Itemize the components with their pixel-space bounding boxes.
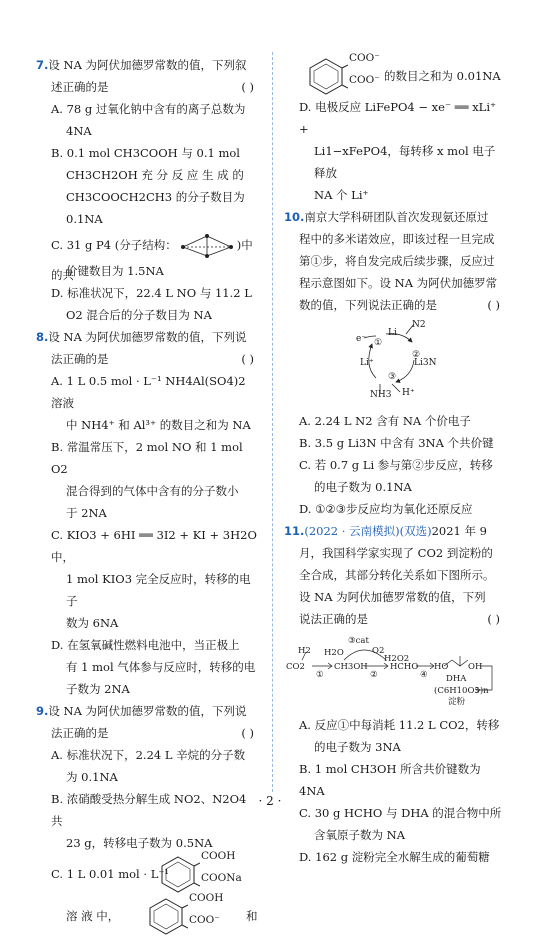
option-c: C. 30 g HCHO 与 DHA 的混合物中所 bbox=[299, 806, 502, 820]
option-a-cont: 为 0.1NA bbox=[66, 770, 118, 784]
benzene-ring-icon bbox=[304, 56, 348, 96]
option-b: B. 3.5 g Li3N 中含有 3NA 个共价键 bbox=[299, 436, 494, 450]
option-d-cont: NA 个 Li⁺ bbox=[314, 188, 369, 202]
right-column bbox=[284, 52, 506, 868]
answer-bracket: ( ) bbox=[487, 612, 500, 626]
option-b: B. 浓硝酸受热分解生成 NO2、N2O4 共 bbox=[51, 792, 247, 828]
option-d: D. 电极反应 LiFePO4 − xe⁻ ══ xLi⁺ + bbox=[299, 100, 497, 136]
question-stem: 全合成，其部分转化关系如下图所示。 bbox=[299, 568, 495, 582]
phthalate-structure: COOH COONa bbox=[156, 854, 266, 894]
option-b-cont: 于 2NA bbox=[66, 506, 107, 520]
p4-structure-icon bbox=[177, 233, 237, 259]
question-stem: 法正确的是 bbox=[51, 352, 109, 366]
option-b-cont: CH3CH2OH 充 分 反 应 生 成 的 bbox=[66, 168, 244, 182]
option-d: D. ①②③步反应均为氧化还原反应 bbox=[299, 502, 473, 516]
option-d-cont: 子数为 2NA bbox=[66, 682, 130, 696]
question-11 bbox=[284, 520, 506, 868]
option-c: C. 31 g P4 (分子结构： )中的共 bbox=[36, 230, 260, 260]
option-b: B. 0.1 mol CH3COOH 与 0.1 mol bbox=[51, 146, 240, 160]
question-number: 9. bbox=[36, 704, 49, 718]
option-a: A. 标准状况下，2.24 L 辛烷的分子数 bbox=[51, 748, 246, 762]
question-7 bbox=[36, 54, 260, 326]
option-d-cont: 有 1 mol 气体参与反应时，转移的电 bbox=[66, 660, 256, 674]
option-a-cont: 的电子数为 3NA bbox=[314, 740, 401, 754]
reaction-cycle-diagram: N2 Li e⁻ ① ② Li⁺ Li3N ③ NH3 H⁺ bbox=[284, 320, 506, 404]
question-9 bbox=[36, 700, 260, 938]
option-c-cont: 数为 6NA bbox=[66, 616, 119, 630]
answer-bracket: ( ) bbox=[241, 726, 254, 740]
option-c: C. 若 0.7 g Li 参与第②步反应，转移 bbox=[299, 458, 493, 472]
option-c: C. KIO3 + 6HI ══ 3I2 + KI + 3H2O 中， bbox=[51, 528, 257, 564]
benzene-ring-icon bbox=[144, 896, 188, 936]
starch-synthesis-diagram: H2 H2O ③cat O2 H2O2 CO2 ① CH3OH ② HCHO ④ HO OH DHA (C6H10O5)n 淀粉 bbox=[284, 634, 506, 708]
phthalate-structure: COOH COO⁻ bbox=[144, 896, 244, 936]
option-c-cont: 溶 液 中， COOH COO⁻ 和 bbox=[36, 894, 260, 938]
option-c-cont: COO⁻ COO⁻ 的数目之和为 0.01NA bbox=[284, 56, 506, 96]
question-stem: 设 NA 为阿伏加德罗常数的值，下列说 bbox=[48, 704, 247, 718]
question-stem: 月，我国科学家实现了 CO2 到淀粉的 bbox=[299, 546, 493, 560]
option-a: A. 78 g 过氧化钠中含有的离子总数为 bbox=[51, 102, 246, 116]
option-c-cont: 的电子数为 0.1NA bbox=[314, 480, 412, 494]
question-8 bbox=[36, 326, 260, 700]
option-a: A. 反应①中每消耗 11.2 L CO2，转移 bbox=[299, 718, 500, 732]
option-b-cont: CH3COOCH2CH3 的分子数目为 0.1NA bbox=[66, 190, 245, 226]
option-b-cont: 混合得到的气体中含有的分子数小 bbox=[66, 484, 239, 498]
option-d-cont: O2 混合后的分子数目为 NA bbox=[66, 308, 212, 322]
question-9-continued bbox=[284, 52, 506, 206]
column-divider bbox=[272, 52, 273, 792]
question-10 bbox=[284, 206, 506, 520]
option-b: B. 1 mol CH3OH 所含共价键数为 4NA bbox=[299, 762, 481, 798]
option-d: D. 标准状况下，22.4 L NO 与 11.2 L bbox=[51, 286, 252, 300]
option-c-cont: 含氧原子数为 NA bbox=[314, 828, 406, 842]
question-number: 11. bbox=[284, 524, 305, 538]
question-stem: 设 NA 为阿伏加德罗常数的值，下列说 bbox=[48, 330, 247, 344]
question-stem: 南京大学科研团队首次发现氨还原过 bbox=[304, 210, 489, 224]
question-number: 8. bbox=[36, 330, 49, 344]
question-stem: 设 NA 为阿伏加德罗常数的值，下列叙 bbox=[48, 58, 247, 72]
option-c-cont: 1 mol KIO3 完全反应时，转移的电子 bbox=[66, 572, 251, 608]
option-a-cont: 4NA bbox=[66, 124, 92, 138]
answer-bracket: ( ) bbox=[487, 298, 500, 312]
option-b: B. 常温常压下，2 mol NO 和 1 mol O2 bbox=[51, 440, 243, 476]
phthalate-structure: COO⁻ COO⁻ bbox=[304, 56, 404, 96]
question-number: 7. bbox=[36, 58, 49, 72]
option-d: D. 162 g 淀粉完全水解生成的葡萄糖 bbox=[299, 850, 490, 864]
question-stem: 法正确的是 bbox=[51, 726, 109, 740]
question-stem: 设 NA 为阿伏加德罗常数的值，下列 bbox=[299, 590, 486, 604]
option-c-cont: 价键数目为 1.5NA bbox=[66, 264, 164, 278]
question-stem: 数的值，下列说法正确的是 bbox=[299, 298, 437, 312]
question-stem: 2021 年 9 bbox=[431, 524, 487, 538]
source-tag: (2022 · 云南模拟)(双选) bbox=[304, 524, 432, 538]
answer-bracket: ( ) bbox=[241, 352, 254, 366]
option-d-cont: Li1−xFePO4，每转移 x mol 电子释放 bbox=[314, 144, 496, 180]
option-d: D. 在氢氧碱性燃料电池中，当正极上 bbox=[51, 638, 240, 652]
question-stem: 程中的多米诺效应，即该过程一旦完成 bbox=[299, 232, 495, 246]
question-stem: 程示意图如下。设 NA 为阿伏加德罗常 bbox=[299, 276, 498, 290]
page-number: · 2 · bbox=[258, 794, 282, 808]
answer-bracket: ( ) bbox=[241, 80, 254, 94]
option-a: A. 1 L 0.5 mol · L⁻¹ NH4Al(SO4)2 溶液 bbox=[51, 374, 246, 410]
option-c: C. 1 L 0.01 mol · L⁻¹ COOH COONa bbox=[36, 854, 260, 894]
question-stem: 说法正确的是 bbox=[299, 612, 368, 626]
question-stem: 第①步，将自发完成后续步骤，反应过 bbox=[299, 254, 495, 268]
question-stem: 述正确的是 bbox=[51, 80, 109, 94]
option-b-cont: 23 g，转移电子数为 0.5NA bbox=[66, 836, 213, 850]
option-a-cont: 中 NH4⁺ 和 Al³⁺ 的数目之和为 NA bbox=[66, 418, 251, 432]
option-a: A. 2.24 L N2 含有 NA 个价电子 bbox=[299, 414, 471, 428]
question-number: 10. bbox=[284, 210, 305, 224]
